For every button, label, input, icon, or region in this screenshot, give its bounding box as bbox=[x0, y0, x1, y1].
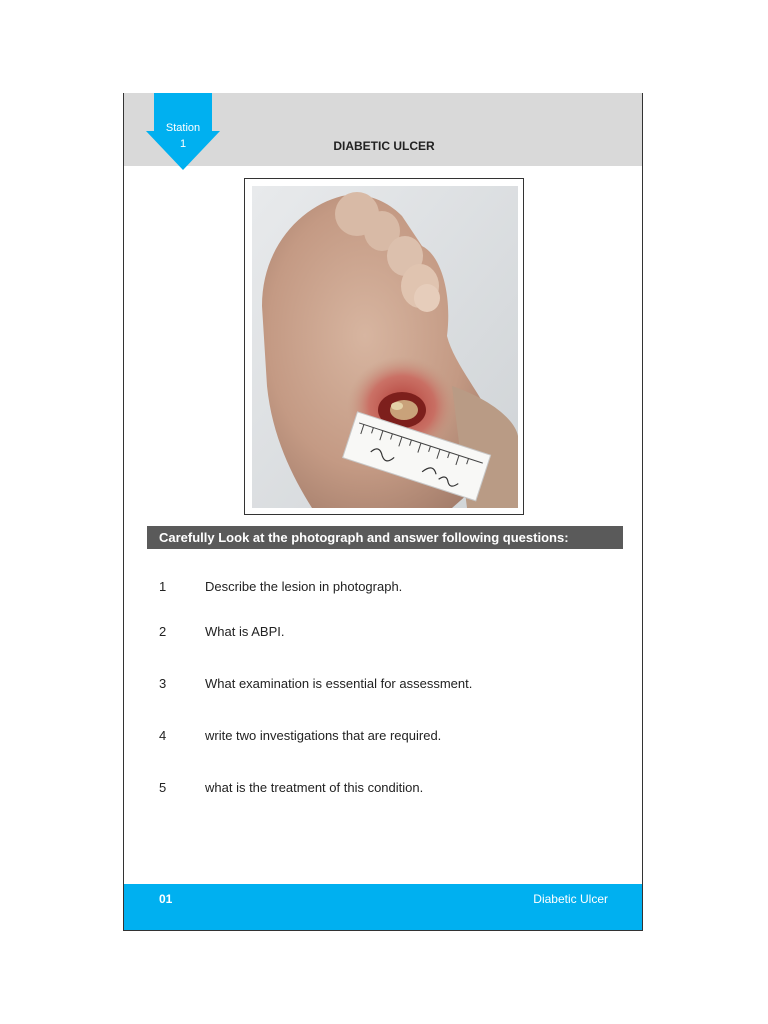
question-number: 2 bbox=[159, 624, 167, 639]
photo-frame bbox=[244, 178, 524, 515]
station-number: 1 bbox=[179, 138, 187, 150]
question-number: 3 bbox=[159, 676, 167, 691]
footer-title: Diabetic Ulcer bbox=[533, 892, 608, 906]
question-number: 5 bbox=[159, 780, 167, 795]
question-number: 4 bbox=[159, 728, 167, 743]
station-label: Station bbox=[165, 122, 201, 134]
question-text: Describe the lesion in photograph. bbox=[205, 579, 403, 594]
question-text: write two investigations that are required. bbox=[205, 728, 442, 743]
page-number: 01 bbox=[159, 892, 173, 906]
question-text: What examination is essential for assessment. bbox=[205, 676, 473, 691]
footer-band bbox=[124, 884, 642, 930]
question-text: what is the treatment of this condition. bbox=[205, 780, 424, 795]
question-number: 1 bbox=[159, 579, 167, 594]
page-title: DIABETIC ULCER bbox=[333, 139, 435, 153]
document-page bbox=[123, 93, 643, 931]
instruction-bar: Carefully Look at the photograph and answer following questions: bbox=[147, 526, 623, 549]
station-marker bbox=[146, 93, 220, 170]
foot-ulcer-photo bbox=[252, 186, 518, 508]
question-text: What is ABPI. bbox=[205, 624, 285, 639]
